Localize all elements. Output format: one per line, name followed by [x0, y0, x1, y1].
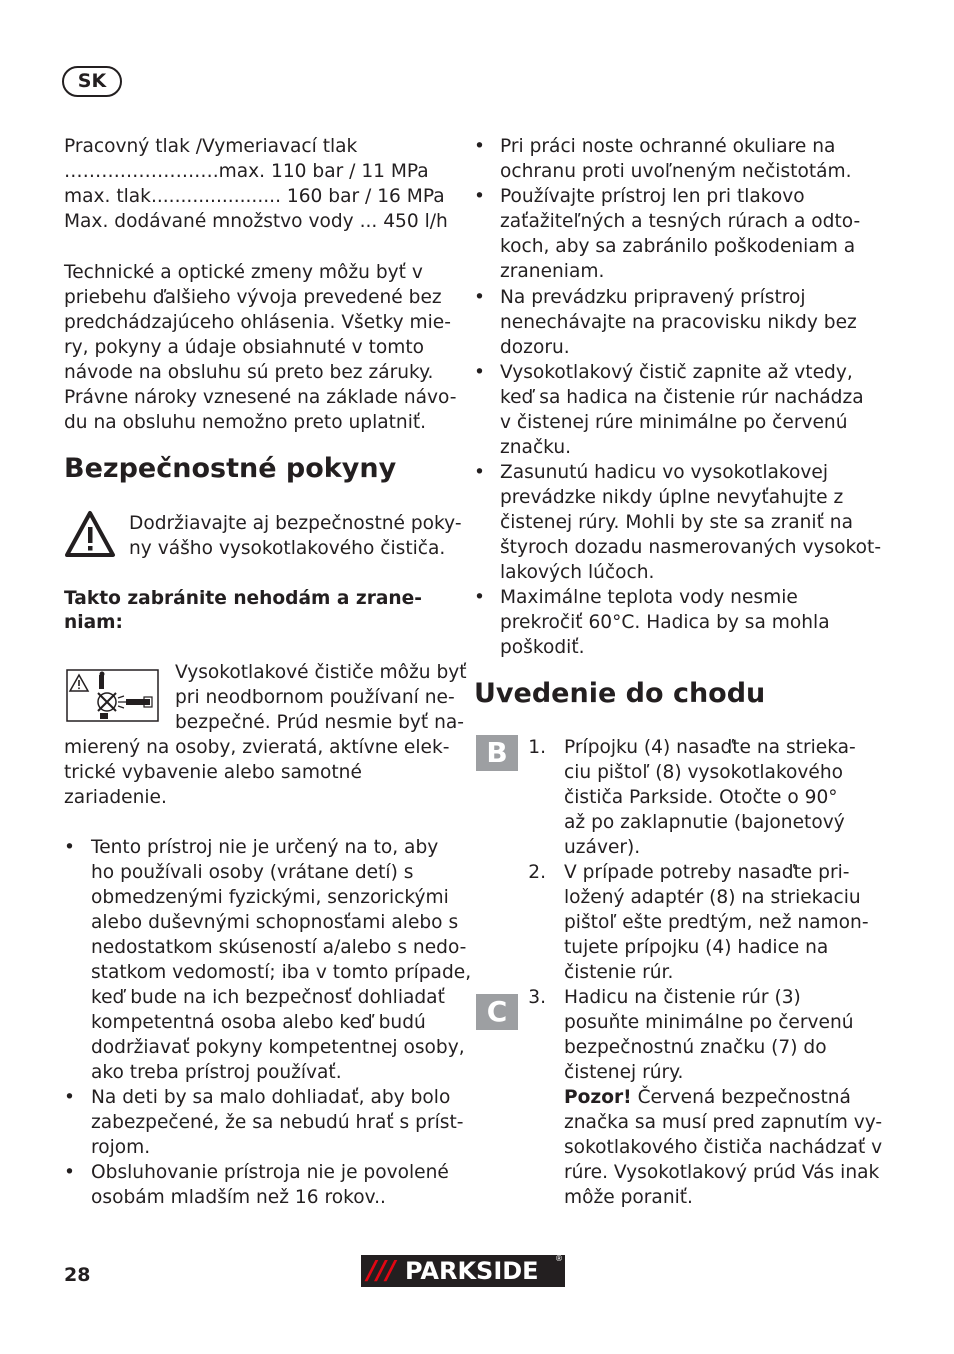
list-item-line: obmedzenými fyzickými, senzorickými: [91, 887, 449, 908]
list-item-line: Maximálne teplota vody nesmie: [500, 587, 798, 608]
bullet-icon: •: [64, 837, 75, 858]
list-item-line: kompetentná osoba alebo keď budú: [91, 1012, 426, 1033]
figure-ref-b: B: [476, 735, 518, 771]
safety-subheading: niam:: [64, 612, 123, 633]
step-line: Prípojku (4) nasaďte na strieka-: [564, 737, 856, 758]
jet-warning-line: bezpečné. Prúd nesmie byť na-: [175, 712, 464, 733]
notice-line: ry, pokyny a údaje obsiahnuté v tomto: [64, 337, 425, 358]
spec-line: max. tlak...................... 160 bar / 16 MPa: [64, 186, 445, 207]
jet-warning-line: Vysokotlakové čističe môžu byť: [175, 662, 467, 683]
list-item-line: štyroch dozadu nasmerovaných vysokot-: [500, 537, 882, 558]
page-number: 28: [64, 1264, 91, 1286]
list-item-line: lakových lúčoch.: [500, 562, 655, 583]
logo-slash-mark: ///: [367, 1256, 396, 1286]
step-line: ložený adaptér (8) na striekaciu: [564, 887, 861, 908]
language-badge: SK: [62, 66, 122, 97]
list-item-line: keď bude na ich bezpečnosť dohliadať: [91, 987, 445, 1008]
bullet-icon: •: [474, 186, 485, 207]
warning-triangle-icon: [64, 510, 116, 558]
step-number: 3.: [528, 987, 546, 1008]
safety-subheading: Takto zabránite nehodám a zrane-: [64, 588, 423, 609]
step-line: posuňte minimálne po červenú: [564, 1012, 854, 1033]
caution-label: Pozor!: [564, 1087, 632, 1108]
notice-line: Právne nároky vznesené na základe návo-: [64, 387, 457, 408]
list-item-line: Na prevádzku pripravený prístroj: [500, 287, 806, 308]
step-line: pištoľ ešte predtým, než namon-: [564, 912, 869, 933]
list-item-line: ochranu proti uvoľneným nečistotám.: [500, 161, 852, 182]
safety-heading: Bezpečnostné pokyny: [64, 453, 397, 484]
caution-line: sokotlakového čističa nachádzať v: [564, 1137, 883, 1158]
list-item-line: Tento prístroj nie je určený na to, aby: [91, 837, 439, 858]
caution-text: Červená bezpečnostná: [631, 1087, 851, 1108]
step-number: 1.: [528, 737, 546, 758]
jet-warning-line: mierený na osoby, zvieratá, aktívne elek-: [64, 737, 450, 758]
notice-line: priebehu ďalšieho vývoja prevedené bez: [64, 287, 442, 308]
step-line: tujete prípojku (4) hadice na: [564, 937, 829, 958]
list-item-line: statkom vedomostí; iba v tomto prípade,: [91, 962, 472, 983]
spec-line: Pracovný tlak /Vymeriavací tlak: [64, 136, 358, 157]
step-line: V prípade potreby nasaďte pri-: [564, 862, 850, 883]
list-item-line: ho používali osoby (vrátane detí) s: [91, 862, 414, 883]
list-item-line: Na deti by sa malo dohliadať, aby bolo: [91, 1087, 451, 1108]
list-item-line: nenechávajte na pracovisku nikdy bez: [500, 312, 857, 333]
bullet-icon: •: [474, 587, 485, 608]
caution-line: rúre. Vysokotlakový prúd Vás inak: [564, 1162, 880, 1183]
list-item-line: alebo duševnými schopnosťami alebo s: [91, 912, 459, 933]
notice-line: Technické a optické zmeny môžu byť v: [64, 262, 423, 283]
notice-line: predchádzajúceho ohlásenia. Všetky mie-: [64, 312, 451, 333]
list-item-line: v čistenej rúre minimálne po červenú: [500, 412, 848, 433]
logo-brand-text: PARKSIDE: [405, 1257, 539, 1285]
step-line: bezpečnostnú značku (7) do: [564, 1037, 827, 1058]
list-item-line: ako treba prístroj používať.: [91, 1062, 342, 1083]
list-item-line: Používajte prístroj len pri tlakovo: [500, 186, 805, 207]
no-spray-at-people-icon: [66, 669, 159, 722]
list-item-line: čistenej rúry. Mohli by ste sa zraniť na: [500, 512, 853, 533]
list-item-line: dodržiavať pokyny kompetentnej osoby,: [91, 1037, 465, 1058]
step-number: 2.: [528, 862, 546, 883]
spec-line: Max. dodávané množstvo vody ... 450 l/h: [64, 211, 448, 232]
parkside-logo: [361, 1255, 565, 1287]
list-item-line: prekročiť 60°C. Hadica by sa mohla: [500, 612, 830, 633]
list-item-line: Pri práci noste ochranné okuliare na: [500, 136, 836, 157]
step-line: čistenie rúr.: [564, 962, 674, 983]
startup-heading: Uvedenie do chodu: [474, 678, 766, 709]
list-item-line: Obsluhovanie prístroja nie je povolené: [91, 1162, 449, 1183]
list-item-line: zaťažiteľných a tesných rúrach a odto-: [500, 211, 861, 232]
bullet-icon: •: [474, 136, 485, 157]
list-item-line: zabezpečené, že sa nebudú hrať s príst-: [91, 1112, 464, 1133]
step-line: Hadicu na čistenie rúr (3): [564, 987, 801, 1008]
list-item-line: prevádzke nikdy úplne nevyťahujte z: [500, 487, 844, 508]
bullet-icon: •: [474, 362, 485, 383]
list-item-line: koch, aby sa zabránilo poškodeniam a: [500, 236, 856, 257]
jet-warning-line: trické vybavenie alebo samotné: [64, 762, 362, 783]
step-line: až po zaklapnutie (bajonetový: [564, 812, 845, 833]
notice-line: du na obsluhu nemožno preto uplatniť.: [64, 412, 427, 433]
list-item-line: rojom.: [91, 1137, 151, 1158]
step-line: čističa Parkside. Otočte o 90°: [564, 787, 838, 808]
list-item-line: keď sa hadica na čistenie rúr nachádza: [500, 387, 864, 408]
list-item-line: poškodiť.: [500, 637, 585, 658]
list-item-line: zraneniam.: [500, 261, 605, 282]
safety-warning-line: Dodržiavajte aj bezpečnostné poky-: [129, 513, 462, 534]
caution-line: [564, 1085, 851, 1110]
safety-warning-line: ny vášho vysokotlakového čističa.: [129, 538, 446, 559]
notice-line: návode na obsluhu sú preto bez záruky.: [64, 362, 434, 383]
step-line: uzáver).: [564, 837, 641, 858]
list-item-line: Vysokotlakový čistič zapnite až vtedy,: [500, 362, 853, 383]
bullet-icon: •: [64, 1162, 75, 1183]
list-item-line: osobám mladším než 16 rokov..: [91, 1187, 386, 1208]
caution-line: môže poraniť.: [564, 1187, 693, 1208]
caution-line: značka sa musí pred zapnutím vy-: [564, 1112, 883, 1133]
figure-ref-c: C: [476, 994, 518, 1030]
jet-warning-line: pri neodbornom používaní ne-: [175, 687, 455, 708]
jet-warning-line: zariadenie.: [64, 787, 167, 808]
step-line: ciu pištoľ (8) vysokotlakového: [564, 762, 844, 783]
bullet-icon: •: [474, 287, 485, 308]
registered-mark: ®: [555, 1254, 563, 1263]
bullet-icon: •: [64, 1087, 75, 1108]
spec-line: …………………….max. 110 bar / 11 MPa: [64, 161, 429, 182]
list-item-line: značku.: [500, 437, 572, 458]
list-item-line: Zasunutú hadicu vo vysokotlakovej: [500, 462, 829, 483]
list-item-line: nedostatkom skúseností a/alebo s nedo-: [91, 937, 467, 958]
list-item-line: dozoru.: [500, 337, 570, 358]
step-line: čistenej rúry.: [564, 1062, 684, 1083]
bullet-icon: •: [474, 462, 485, 483]
